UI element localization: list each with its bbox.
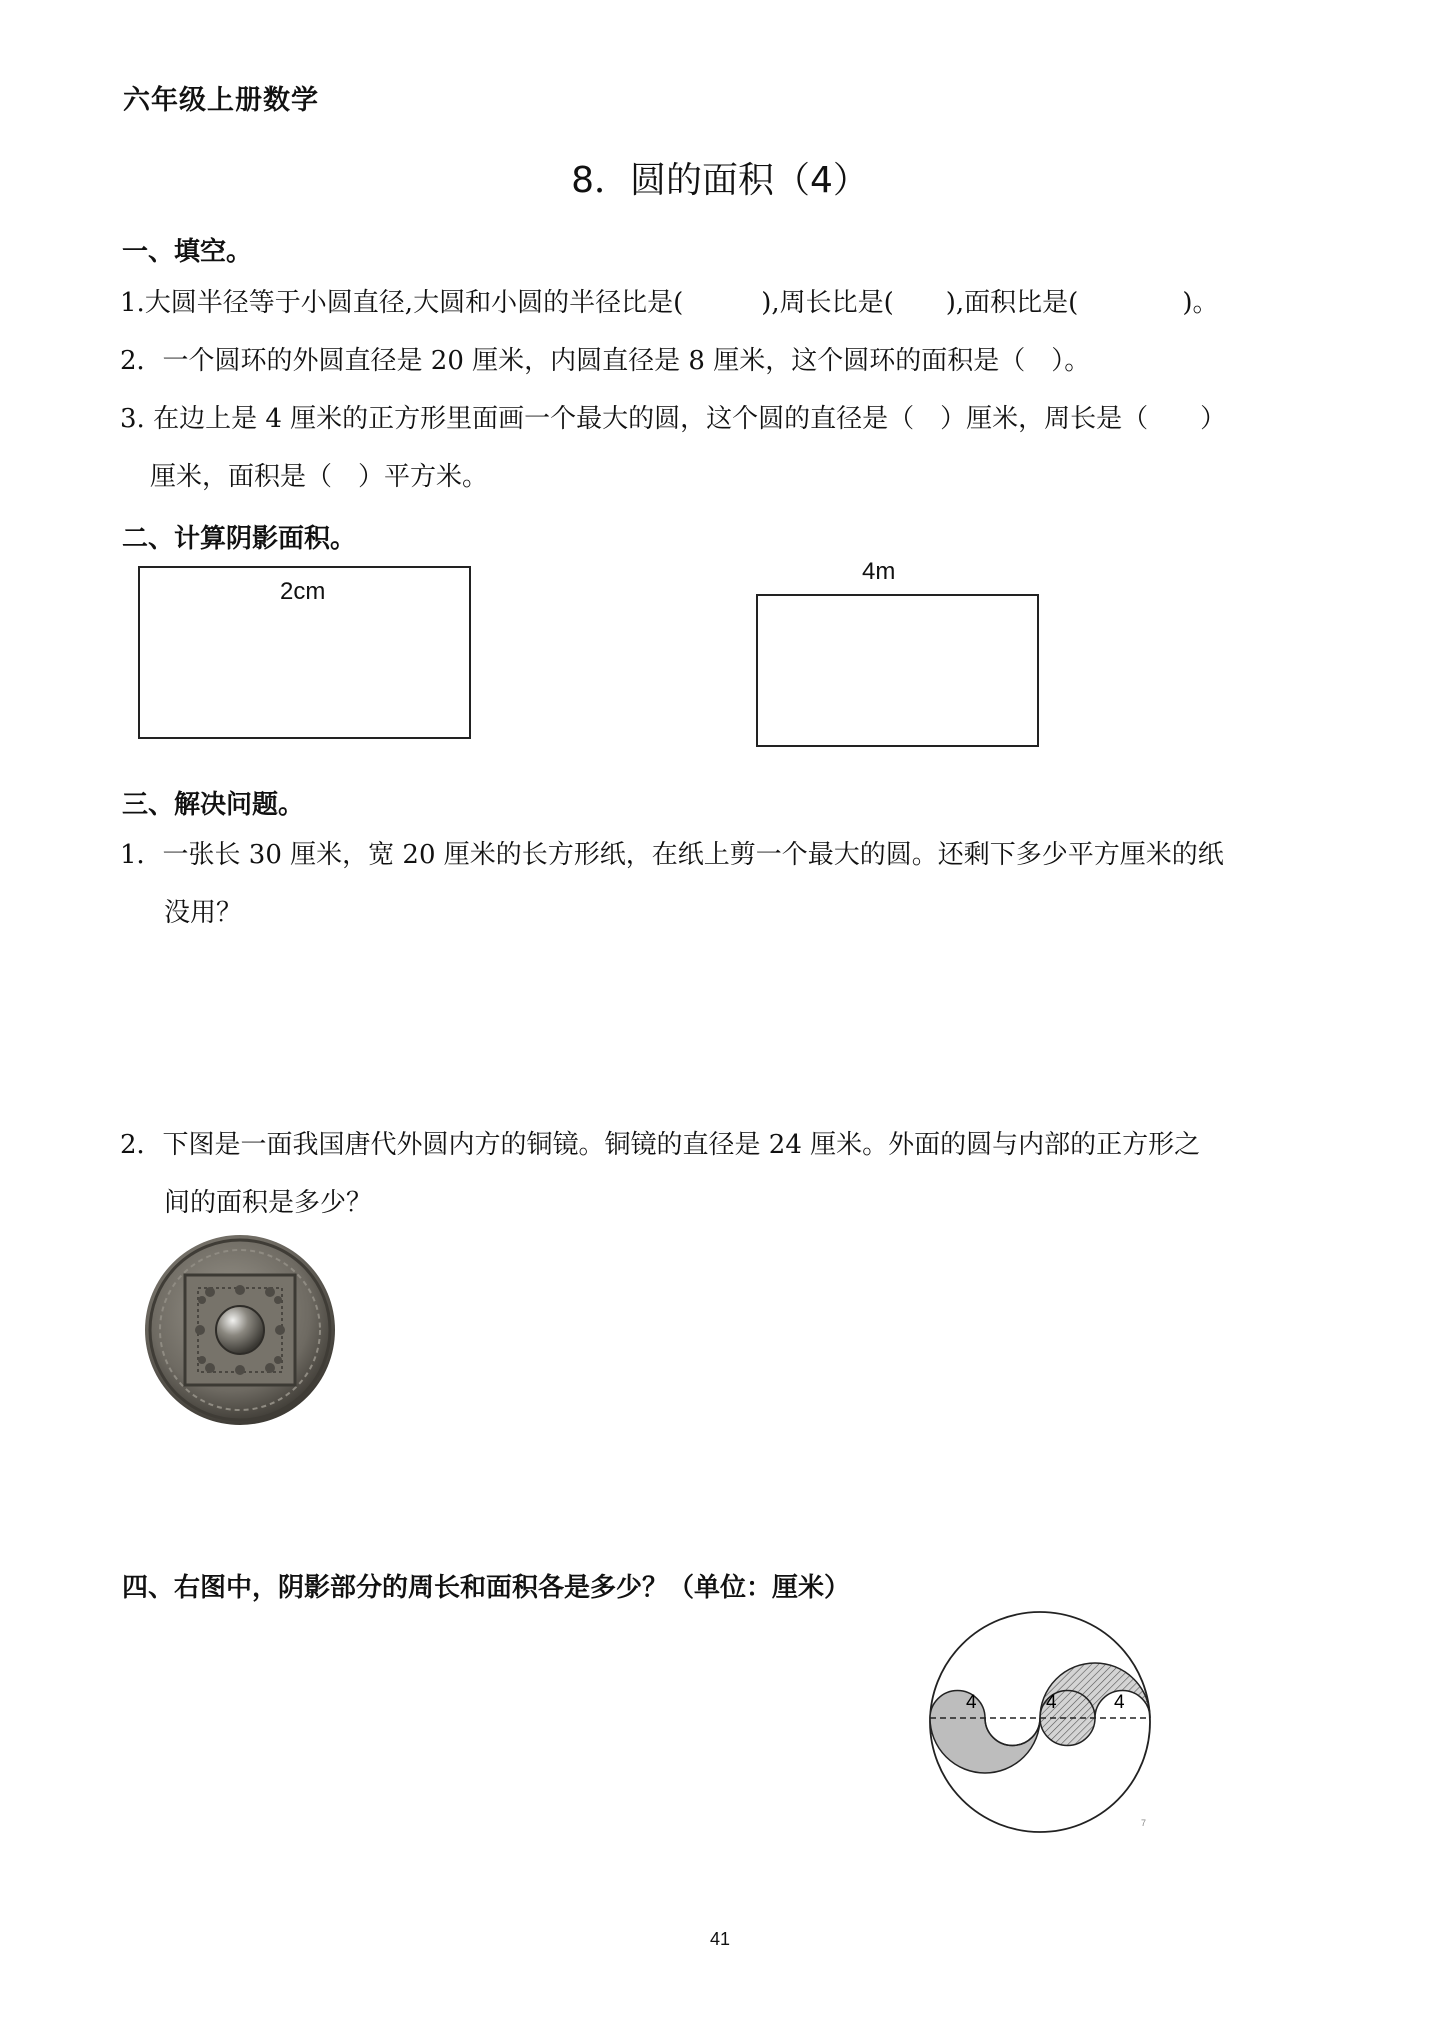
worksheet-header: 六年级上册数学 — [123, 85, 319, 116]
section4-heading: 四、右图中，阴影部分的周长和面积各是多少？（单位：厘米） — [122, 1573, 851, 1603]
page-number: 41 — [709, 1929, 731, 1949]
shaded-figure-2 — [756, 594, 1039, 747]
s3-question-2-line2: 间的面积是多少？ — [164, 1188, 373, 1218]
small-mark: 7 — [1141, 1818, 1147, 1828]
yin-yang-label-1: 4 — [966, 1692, 977, 1713]
s3-question-1-line2: 没用？ — [164, 898, 243, 928]
yin-yang-figure — [920, 1602, 1160, 1842]
s1-question-2: 2．一个圆环的外圆直径是 20 厘米，内圆直径是 8 厘米，这个圆环的面积是（ ）。 — [120, 346, 1091, 376]
s1-question-3-line2: 厘米，面积是（ ）平方米。 — [150, 462, 489, 492]
section3-heading: 三、解决问题。 — [122, 790, 305, 820]
s1-question-3-line1: 3. 在边上是 4 厘米的正方形里面画一个最大的圆，这个圆的直径是（ ）厘米，周长是（ ） — [120, 404, 1227, 434]
section1-heading: 一、填空。 — [122, 237, 253, 267]
yin-yang-label-3: 4 — [1114, 1692, 1125, 1713]
figure1-label: 2cm — [280, 578, 326, 605]
s3-question-2-line1: 2．下图是一面我国唐代外圆内方的铜镜。铜镜的直径是 24 厘米。外面的圆与内部的正方形之 — [120, 1130, 1201, 1160]
s1-question-1: 1.大圆半径等于小圆直径,大圆和小圆的半径比是( ),周长比是( ),面积比是( )。 — [120, 288, 1219, 318]
figure2-label: 4m — [862, 558, 896, 585]
yin-yang-label-2: 4 — [1046, 1692, 1057, 1713]
worksheet-title: 8．圆的面积（4） — [571, 160, 869, 201]
bronze-mirror-image — [140, 1230, 340, 1430]
section2-heading: 二、计算阴影面积。 — [122, 524, 357, 554]
s3-question-1-line1: 1．一张长 30 厘米，宽 20 厘米的长方形纸，在纸上剪一个最大的圆。还剩下多少平方厘米的纸 — [120, 840, 1224, 870]
